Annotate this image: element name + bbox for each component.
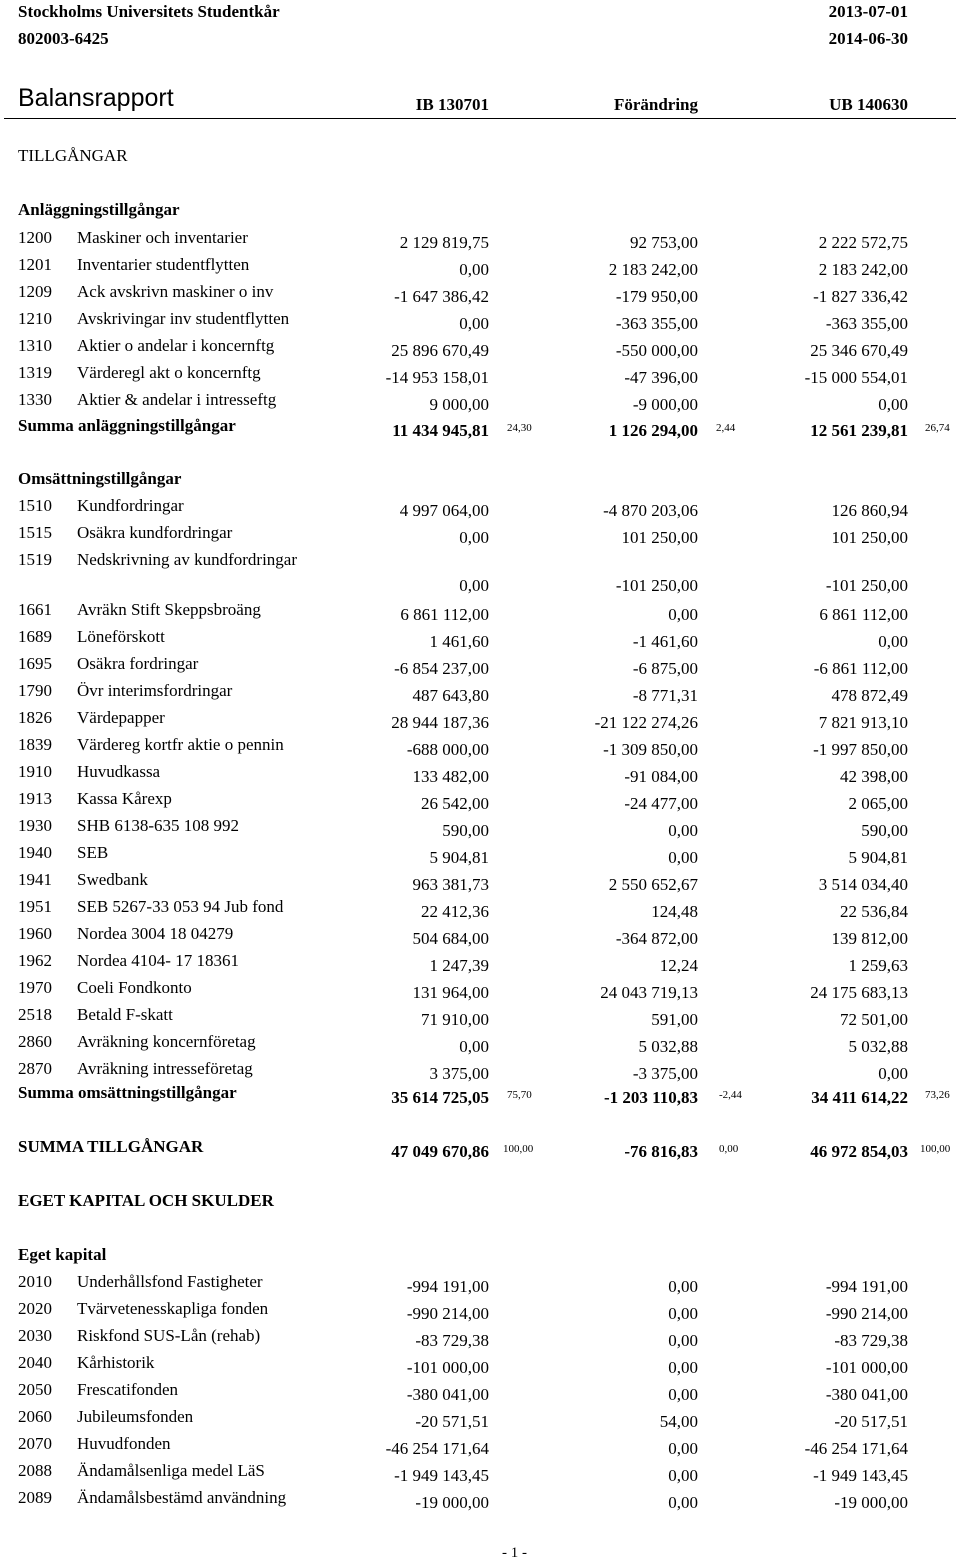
account-name: SHB 6138-635 108 992 [77,816,239,835]
total-assets-row [0,1137,960,1164]
total-ib-percent: 100,00 [503,1143,534,1155]
ib-value: -83 729,38 [415,1331,489,1350]
change-value: 0,00 [668,1331,698,1350]
change-value: -4 870 203,06 [603,501,698,520]
account-name: Avskrivingar inv studentflytten [77,309,290,328]
account-number: 1330 [18,390,52,409]
sum-change: 1 126 294,00 [608,421,698,440]
change-value: 92 753,00 [630,233,698,252]
ib-value: 963 381,73 [412,875,489,894]
account-name: Kassa Kårexp [77,789,172,808]
total-ub: 46 972 854,03 [810,1142,908,1161]
ib-value: 26 542,00 [421,794,489,813]
account-row [0,1353,960,1380]
ub-value: 1 259,63 [848,956,908,975]
change-value: -1 309 850,00 [603,740,698,759]
account-row [0,951,960,978]
account-number: 1200 [18,228,52,247]
account-name: Ack avskrivn maskiner o inv [77,282,274,301]
account-row [0,1488,960,1515]
account-name: Löneförskott [77,627,165,646]
ub-value: -1 949 143,45 [813,1466,908,1485]
change-value: 0,00 [668,848,698,867]
account-number: 1960 [18,924,52,943]
account-name: Osäkra kundfordringar [77,523,233,542]
account-number: 1319 [18,363,52,382]
ib-value: 1 461,60 [429,632,489,651]
account-row [0,1407,960,1434]
account-number: 1839 [18,735,52,754]
ib-value: 28 944 187,36 [391,713,489,732]
account-number: 1951 [18,897,52,916]
ib-value: -101 000,00 [406,1358,489,1377]
account-row [0,1299,960,1326]
sum-ub: 34 411 614,22 [811,1088,908,1107]
account-name: Huvudkassa [77,762,161,781]
ub-value: 0,00 [878,395,908,414]
account-name: Jubileumsfonden [77,1407,194,1426]
ib-value: 133 482,00 [412,767,489,786]
account-name: Kundfordringar [77,496,184,515]
sum-label: Summa anläggningstillgångar [18,416,236,435]
change-value: -6 875,00 [632,659,698,678]
account-name: Aktier & andelar i intresseftg [77,390,277,409]
ub-value: -46 254 171,64 [804,1439,908,1458]
ib-value: 4 997 064,00 [399,501,489,520]
ib-value: 3 375,00 [429,1064,489,1083]
account-number: 1970 [18,978,52,997]
account-number: 1941 [18,870,52,889]
account-row [0,627,960,654]
sum-change: -1 203 110,83 [604,1088,698,1107]
ub-value: 7 821 913,10 [818,713,908,732]
ub-value: 72 501,00 [840,1010,908,1029]
page-number: - 1 - [502,1545,527,1561]
ib-value: 6 861 112,00 [400,605,489,624]
ub-value: 2 222 572,75 [818,233,908,252]
account-number: 1940 [18,843,52,862]
account-number: 2060 [18,1407,52,1426]
change-value: -363 355,00 [615,314,698,333]
ib-value: -1 647 386,42 [394,287,489,306]
account-row [0,654,960,681]
account-row [0,600,960,627]
account-row [0,1434,960,1461]
sum-ib-percent: 75,70 [507,1089,532,1101]
ib-value: 71 910,00 [421,1010,489,1029]
account-name: Avräkn Stift Skeppsbroäng [77,600,261,619]
account-number: 1519 [18,550,52,569]
ub-value: 139 812,00 [831,929,908,948]
account-row [0,309,960,336]
change-value: 54,00 [659,1412,698,1431]
account-name: Värdereg kortfr aktie o pennin [77,735,284,754]
ub-value: 478 872,49 [831,686,908,705]
ib-value: -1 949 143,45 [394,1466,489,1485]
change-value: -364 872,00 [615,929,698,948]
ub-value: -1 827 336,42 [813,287,908,306]
account-number: 1910 [18,762,52,781]
ub-value: 6 861 112,00 [819,605,908,624]
change-value: 12,24 [659,956,698,975]
account-number: 2050 [18,1380,52,1399]
total-change: -76 816,83 [624,1142,698,1161]
change-value: 0,00 [668,1466,698,1485]
ib-value: 487 643,80 [412,686,489,705]
ub-value: 3 514 034,40 [818,875,908,894]
ub-value: -15 000 554,01 [804,368,908,387]
account-row [0,496,960,523]
total-label: SUMMA TILLGÅNGAR [18,1137,204,1156]
ub-value: -363 355,00 [825,314,908,333]
ib-value: 22 412,36 [421,902,489,921]
change-value: 0,00 [668,1277,698,1296]
account-name: Tvärvetenesskapliga fonden [77,1299,269,1318]
change-value: -9 000,00 [632,395,698,414]
sum-ib-percent: 24,30 [507,422,532,434]
ub-value: 5 032,88 [848,1037,908,1056]
account-name: Ändamålsenliga medel LäS [77,1461,265,1480]
account-number: 1826 [18,708,52,727]
ib-value: 0,00 [459,314,489,333]
ib-value: -380 041,00 [406,1385,489,1404]
ub-value: -6 861 112,00 [813,659,908,678]
ub-value: -19 000,00 [834,1493,908,1512]
account-row [0,870,960,897]
ib-value: 5 904,81 [429,848,489,867]
section-heading-fixed-assets: Anläggningstillgångar [18,200,180,219]
account-number: 1510 [18,496,52,515]
ib-value: 0,00 [459,260,489,279]
ub-value: 42 398,00 [840,767,908,786]
account-row [0,762,960,789]
column-header-ib: IB 130701 [415,95,489,114]
account-name: Avräkning intresseföretag [77,1059,253,1078]
account-row [0,681,960,708]
ib-value: 131 964,00 [412,983,489,1002]
account-number: 1790 [18,681,52,700]
change-value: -24 477,00 [624,794,698,813]
ub-value: 5 904,81 [848,848,908,867]
account-row [0,523,960,550]
sum-change-percent: -2,44 [719,1089,742,1101]
account-name: SEB [77,843,109,862]
change-value: 0,00 [668,1304,698,1323]
account-name: Kårhistorik [77,1353,155,1372]
ib-value: -46 254 171,64 [385,1439,489,1458]
account-number: 2088 [18,1461,52,1480]
account-row [0,363,960,390]
account-number: 1201 [18,255,52,274]
ib-value: -14 953 158,01 [385,368,489,387]
account-row [0,843,960,870]
sum-ub-percent: 73,26 [925,1089,950,1101]
account-row [0,789,960,816]
account-name: Underhållsfond Fastigheter [77,1272,263,1291]
ib-value: -20 571,51 [415,1412,489,1431]
sum-change-percent: 2,44 [716,422,736,434]
sum-label: Summa omsättningstillgångar [18,1083,237,1102]
ub-value: 126 860,94 [831,501,908,520]
change-value: 0,00 [668,1385,698,1404]
ub-value: 590,00 [861,821,908,840]
account-name: Övr interimsfordringar [77,681,233,700]
ub-value: 0,00 [878,1064,908,1083]
header-divider [4,118,956,119]
account-row [0,816,960,843]
ib-value: 0,00 [459,1037,489,1056]
account-number: 2030 [18,1326,52,1345]
account-row [0,897,960,924]
change-value: -1 461,60 [632,632,698,651]
total-ib: 47 049 670,86 [391,1142,489,1161]
change-value: -179 950,00 [615,287,698,306]
ub-value: -101 000,00 [825,1358,908,1377]
account-number: 2010 [18,1272,52,1291]
current-assets-sum-row [0,1083,960,1110]
account-number: 1962 [18,951,52,970]
account-number: 1689 [18,627,52,646]
account-row [0,228,960,255]
organization-number: 802003-6425 [18,29,109,48]
ib-value: 1 247,39 [429,956,489,975]
page-title: Balansrapport [18,84,174,112]
change-value: -550 000,00 [615,341,698,360]
ub-value: 101 250,00 [831,528,908,547]
ib-value: 0,00 [459,528,489,547]
section-heading-current-assets: Omsättningstillgångar [18,469,182,488]
account-number: 1310 [18,336,52,355]
change-value: 24 043 719,13 [600,983,698,1002]
change-value: 2 550 652,67 [608,875,698,894]
account-name: Inventarier studentflytten [77,255,250,274]
account-row [0,255,960,282]
ib-value: -19 000,00 [415,1493,489,1512]
change-value: 5 032,88 [638,1037,698,1056]
account-name: SEB 5267-33 053 94 Jub fond [77,897,284,916]
account-name: Aktier o andelar i koncernftg [77,336,275,355]
ib-value: 25 896 670,49 [391,341,489,360]
sum-ib: 35 614 725,05 [391,1088,489,1107]
account-number: 2518 [18,1005,52,1024]
account-row [0,1326,960,1353]
account-number: 1913 [18,789,52,808]
organization-name: Stockholms Universitets Studentkår [18,2,280,21]
change-value: -91 084,00 [624,767,698,786]
ib-value: 9 000,00 [429,395,489,414]
account-number: 1930 [18,816,52,835]
change-value: 2 183 242,00 [608,260,698,279]
change-value: 0,00 [668,605,698,624]
ub-value: 22 536,84 [840,902,908,921]
account-number: 2860 [18,1032,52,1051]
account-row [0,1005,960,1032]
account-name: Ändamålsbestämd användning [77,1488,287,1507]
account-row [0,1461,960,1488]
account-number: 2089 [18,1488,52,1507]
change-value: -21 122 274,26 [594,713,698,732]
account-number: 1695 [18,654,52,673]
account-row [0,708,960,735]
account-name: Coeli Fondkonto [77,978,192,997]
account-row [0,924,960,951]
account-number: 2070 [18,1434,52,1453]
ub-value: -101 250,00 [825,576,908,595]
change-value: -8 771,31 [632,686,698,705]
change-value: 0,00 [668,821,698,840]
ib-value: -994 191,00 [406,1277,489,1296]
account-name: Frescatifonden [77,1380,179,1399]
change-value: 0,00 [668,1358,698,1377]
account-number: 2870 [18,1059,52,1078]
change-value: 101 250,00 [621,528,698,547]
account-row [0,550,960,604]
change-value: 0,00 [668,1439,698,1458]
account-number: 2020 [18,1299,52,1318]
account-row [0,735,960,762]
account-name: Värdepapper [77,708,165,727]
ub-value: -83 729,38 [834,1331,908,1350]
fixed-assets-sum-row [0,416,960,443]
ib-value: -6 854 237,00 [394,659,489,678]
section-title-assets: TILLGÅNGAR [18,146,128,165]
account-row [0,336,960,363]
account-name: Värderegl akt o koncernftg [77,363,261,382]
column-header-ub: UB 140630 [829,95,908,114]
account-name: Huvudfonden [77,1434,171,1453]
ub-value: -990 214,00 [825,1304,908,1323]
change-value: 0,00 [668,1493,698,1512]
section-title-equity-liabilities: EGET KAPITAL OCH SKULDER [18,1191,274,1210]
period-start-date: 2013-07-01 [828,2,908,21]
ib-value: 504 684,00 [412,929,489,948]
column-header-change: Förändring [613,95,698,114]
account-name: Riskfond SUS-Lån (rehab) [77,1326,261,1345]
account-name: Nordea 4104- 17 18361 [77,951,239,970]
change-value: 591,00 [651,1010,698,1029]
ub-value: 24 175 683,13 [810,983,908,1002]
ub-value: -1 997 850,00 [813,740,908,759]
total-change-percent: 0,00 [719,1143,739,1155]
account-name: Nordea 3004 18 04279 [77,924,234,943]
account-name: Swedbank [77,870,148,889]
account-number: 2040 [18,1353,52,1372]
ib-value: -688 000,00 [406,740,489,759]
change-value: -3 375,00 [632,1064,698,1083]
sum-ib: 11 434 945,81 [392,421,489,440]
ib-value: -990 214,00 [406,1304,489,1323]
account-row [0,282,960,309]
account-number: 1210 [18,309,52,328]
ub-value: -380 041,00 [825,1385,908,1404]
ub-value: -994 191,00 [825,1277,908,1296]
ub-value: 25 346 670,49 [810,341,908,360]
period-end-date: 2014-06-30 [828,29,908,48]
ub-value: 2 065,00 [848,794,908,813]
change-value: -101 250,00 [615,576,698,595]
account-row [0,1059,960,1086]
ub-value: 2 183 242,00 [818,260,908,279]
account-name: Nedskrivning av kundfordringar [77,550,298,569]
change-value: 124,48 [651,902,698,921]
account-row [0,390,960,417]
sum-ub: 12 561 239,81 [810,421,908,440]
account-name: Osäkra fordringar [77,654,199,673]
account-number: 1515 [18,523,52,542]
account-row [0,1032,960,1059]
change-value: -47 396,00 [624,368,698,387]
account-row [0,1272,960,1299]
total-ub-percent: 100,00 [920,1143,951,1155]
account-row [0,1380,960,1407]
ub-value: 0,00 [878,632,908,651]
sum-ub-percent: 26,74 [925,422,950,434]
account-row [0,978,960,1005]
account-name: Avräkning koncernföretag [77,1032,256,1051]
ub-value: -20 517,51 [834,1412,908,1431]
account-number: 1661 [18,600,52,619]
account-number: 1209 [18,282,52,301]
account-name: Betald F-skatt [77,1005,173,1024]
account-name: Maskiner och inventarier [77,228,248,247]
ib-value: 2 129 819,75 [399,233,489,252]
ib-value: 590,00 [442,821,489,840]
section-heading-equity: Eget kapital [18,1245,107,1264]
ib-value: 0,00 [459,576,489,595]
